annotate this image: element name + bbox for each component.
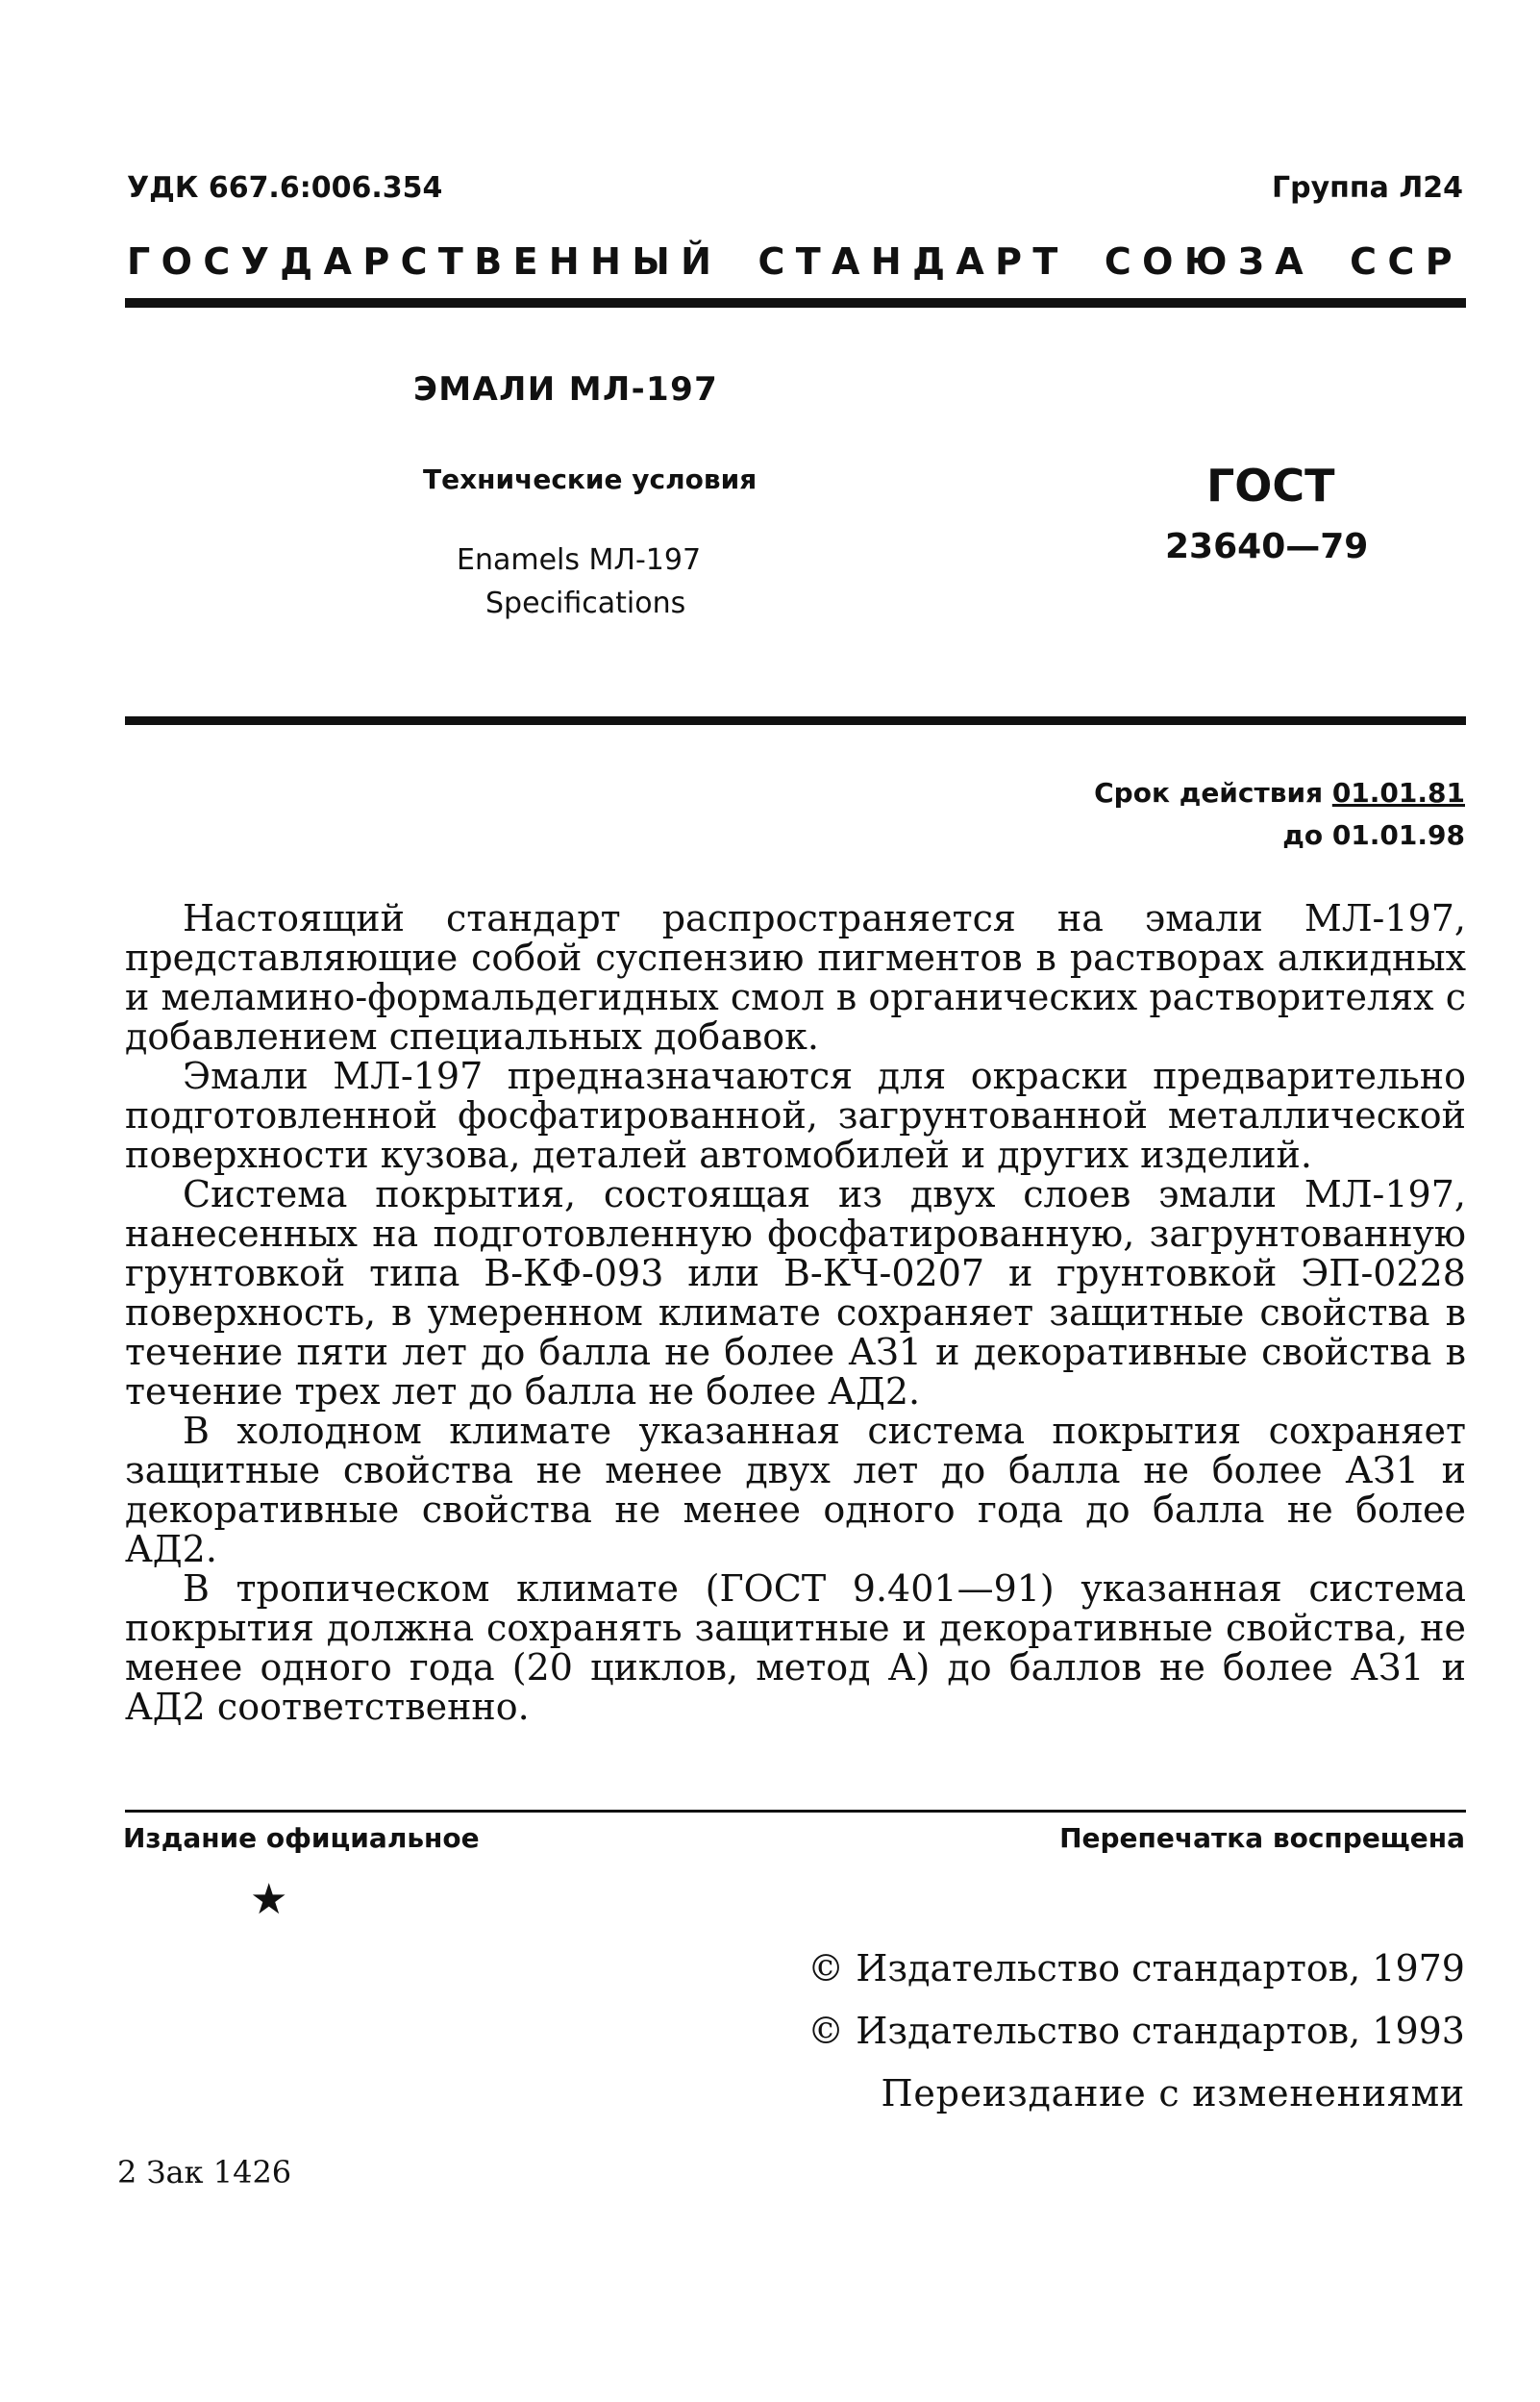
body-paragraph: В тропическом климате (ГОСТ 9.401—91) указанная система покрытия должна сохранять защитные и декоративные свойства, не менее одного года (20 циклов, метод А) до баллов не более АЗ1 и АД2 соответственно. bbox=[125, 1567, 1466, 1728]
body-paragraph: Система покрытия, состоящая из двух слоев эмали МЛ-197, нанесенных на подготовленную фосфатированную, загрунтованную грунтовкой типа В-КФ-093 или В-КЧ-0207 и грунтовкой ЭП-0228 поверхность, в умеренном климате сохраняет защитные свойства в течение пяти лет до балла не более АЗ1 и декоративные свойства в течение трех лет до балла не более АД2. bbox=[125, 1173, 1466, 1413]
english-subtitle: Specifications bbox=[485, 587, 686, 620]
validity-period bbox=[1094, 772, 1465, 857]
validity-label: Срок действия bbox=[1094, 777, 1324, 809]
star-icon: ★ bbox=[250, 1875, 288, 1924]
english-title: Enamels МЛ-197 bbox=[457, 543, 702, 577]
gost-number: 23640—79 bbox=[1165, 527, 1369, 566]
state-standard-heading: ГОСУДАРСТВЕННЫЙ СТАНДАРТ СОЮЗА ССР bbox=[127, 240, 1463, 283]
document-subtitle: Технические условия bbox=[423, 463, 758, 495]
body-paragraph: В холодном климате указанная система покрытия сохраняет защитные свойства не менее двух лет до балла не более АЗ1 и декоративные свойства не менее одного года до балла не более АД2. bbox=[125, 1410, 1466, 1570]
body-paragraph: Настоящий стандарт распространяется на эмали МЛ-197, представляющие собой суспензию пигментов в растворах алкидных и меламино-формальдегидных смол в органических растворителях с добавлением специальных добавок. bbox=[125, 897, 1466, 1058]
validity-to-label: до bbox=[1282, 819, 1324, 851]
body-paragraph: Эмали МЛ-197 предназначаются для окраски предварительно подготовленной фосфатированной, загрунтованной металлической поверхности кузова, деталей автомобилей и других изделий. bbox=[125, 1055, 1466, 1176]
group-code: Группа Л24 bbox=[1272, 171, 1463, 205]
gost-label: ГОСТ bbox=[1206, 460, 1335, 512]
validity-to: 01.01.98 bbox=[1331, 819, 1465, 851]
footer-rule bbox=[125, 1810, 1466, 1813]
udk-code: УДК 667.6:006.354 bbox=[127, 171, 443, 205]
copyright-1993: © Издательство стандартов, 1993 bbox=[807, 2010, 1465, 2052]
order-number: 2 Зак 1426 bbox=[117, 2154, 292, 2190]
copyright-1979: © Издательство стандартов, 1979 bbox=[807, 1947, 1465, 1989]
validity-from: 01.01.81 bbox=[1331, 777, 1465, 809]
body-text bbox=[125, 899, 1466, 1727]
document-title: ЭМАЛИ МЛ-197 bbox=[413, 370, 719, 409]
reprint-prohibited-note: Перепечатка воспрещена bbox=[1059, 1822, 1465, 1854]
header-rule bbox=[125, 298, 1466, 308]
official-edition-note: Издание официальное bbox=[123, 1822, 480, 1854]
title-rule bbox=[125, 716, 1466, 725]
reissue-note: Переиздание с изменениями bbox=[881, 2072, 1465, 2114]
